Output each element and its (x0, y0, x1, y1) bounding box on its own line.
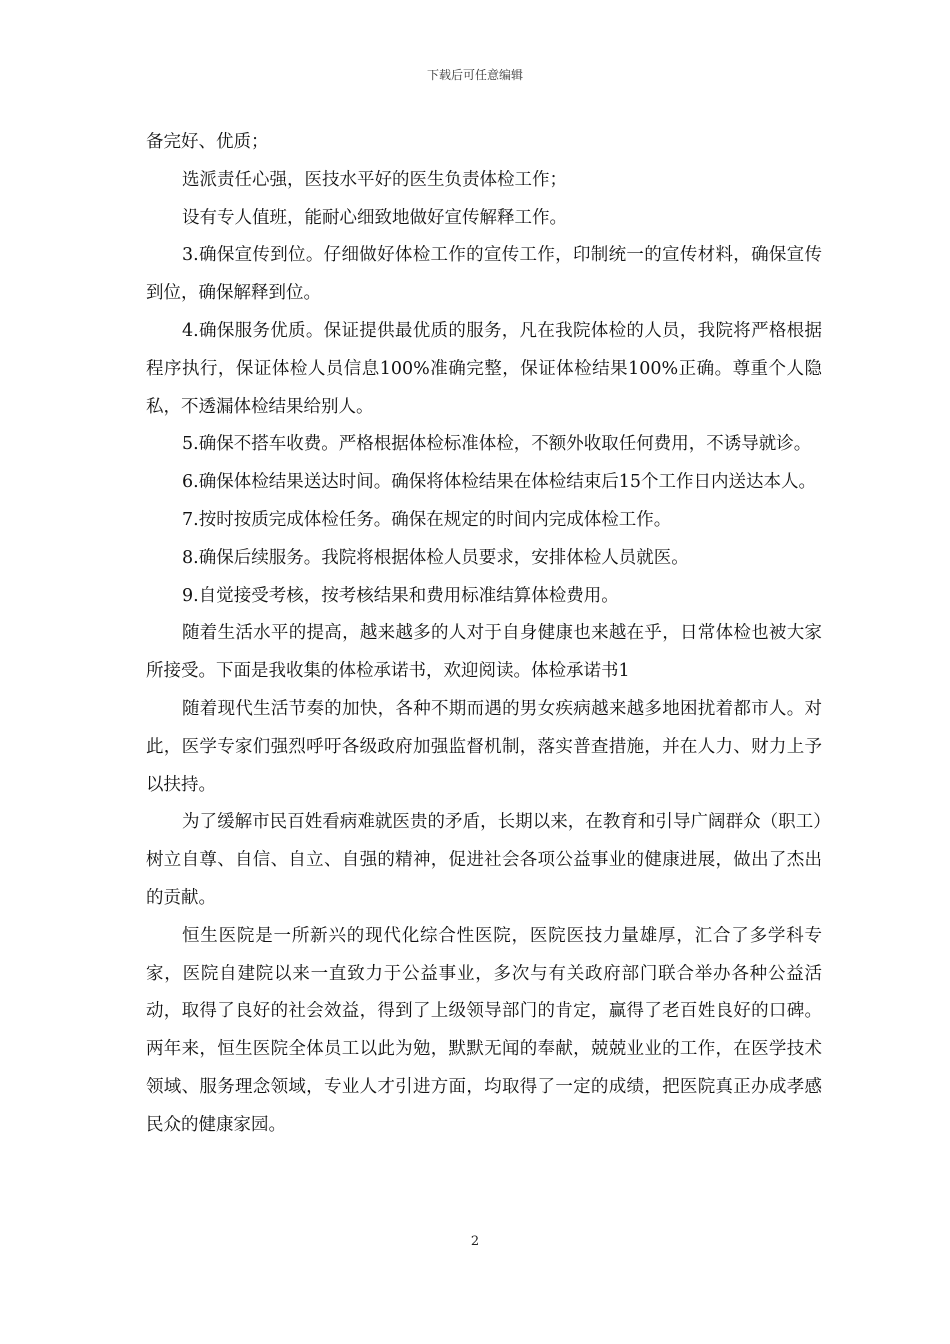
document-body (146, 124, 822, 1145)
paragraph: 选派责任心强，医技水平好的医生负责体检工作； (182, 169, 567, 190)
paragraph: 为了缓解市民百姓看病难就医贵的矛盾，长期以来，在教育和引导广阔群众（职工）树立自尊、自信、自立、自强的精神，促进社会各项公益事业的健康进展，做出了杰出的贡献。 (146, 812, 822, 908)
page-header: 下载后可任意编辑 (426, 68, 523, 82)
page-number: 2 (470, 1234, 480, 1249)
paragraph: 3.确保宣传到位。仔细做好体检工作的宣传工作，印制统一的宣传材料，确保宣传到位，确保解释到位。 (146, 245, 822, 304)
paragraph: 7.按时按质完成体检任务。确保在规定的时间内完成体检工作。 (182, 509, 672, 530)
paragraph: 9.自觉接受考核，按考核结果和费用标准结算体检费用。 (182, 585, 619, 606)
paragraph: 恒生医院是一所新兴的现代化综合性医院，医院医技力量雄厚，汇合了多学科专家，医院自建院以来一直致力于公益事业，多次与有关政府部门联合举办各种公益活动，取得了良好的社会效益，得到了上级领导部门的肯定，赢得了老百姓良好的口碑。两年来，恒生医院全体员工以此为勉，默默无闻的奉献，兢兢业业的工作，在医学技术领域、服务理念领域，专业人才引进方面，均取得了一定的成绩，把医院真正办成孝感民众的健康家园。 (146, 925, 822, 1135)
paragraph: 设有专人值班，能耐心细致地做好宣传解释工作。 (182, 207, 567, 228)
paragraph: 5.确保不搭车收费。严格根据体检标准体检，不额外收取任何费用，不诱导就诊。 (182, 434, 812, 455)
paragraph: 8.确保后续服务。我院将根据体检人员要求，安排体检人员就医。 (182, 547, 689, 568)
paragraph: 备完好、优质； (146, 132, 269, 152)
paragraph: 4.确保服务优质。保证提供最优质的服务，凡在我院体检的人员，我院将严格根据程序执行，保证体检人员信息100%准确完整，保证体检结果100%正确。尊重个人隐私，不透漏体检结果给别人。 (146, 320, 822, 417)
paragraph: 6.确保体检结果送达时间。确保将体检结果在体检结束后15个工作日内送达本人。 (182, 472, 816, 493)
paragraph: 随着现代生活节奏的加快，各种不期而遇的男女疾病越来越多地困扰着都市人。对此，医学专家们强烈呼吁各级政府加强监督机制，落实普查措施，并在人力、财力上予以扶持。 (146, 698, 822, 795)
paragraph: 随着生活水平的提高，越来越多的人对于自身健康也来越在乎，日常体检也被大家所接受。下面是我收集的体检承诺书，欢迎阅读。体检承诺书1 (146, 623, 822, 682)
